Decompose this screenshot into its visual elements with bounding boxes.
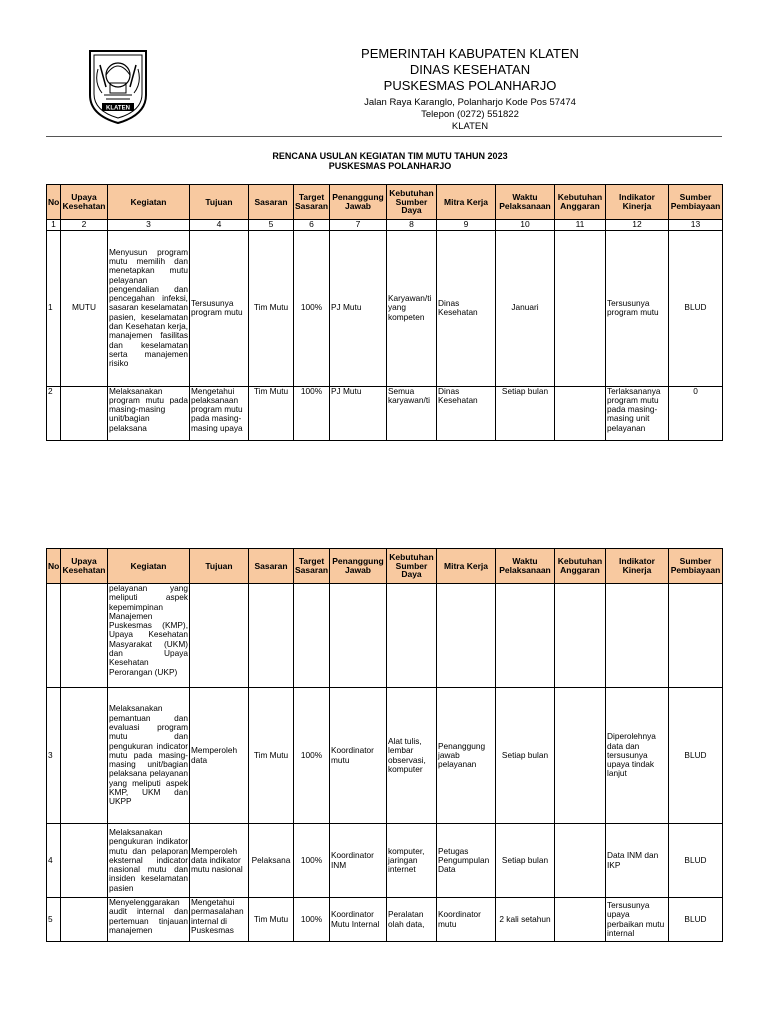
table-header-row — [47, 549, 723, 584]
document-title: RENCANA USULAN KEGIATAN TIM MUTU TAHUN 2023 — [272, 151, 508, 161]
column-number-cell: 4 — [190, 220, 249, 231]
header-cell: Sumber Pembiayaan — [669, 549, 723, 584]
sumber-daya-cell: Peralatan olah data, — [387, 898, 437, 942]
tujuan-cell: Memperoleh data — [190, 688, 249, 824]
kegiatan-cell: Melaksanakan program mutu pada masing-masing unit/bagian pelaksana — [108, 386, 190, 440]
header-cell: Kebutuhan Sumber Daya — [387, 185, 437, 220]
penanggung-jawab-cell: PJ Mutu — [330, 386, 387, 440]
penanggung-jawab-cell: Koordinator Mutu Internal — [330, 898, 387, 942]
header-cell: Kegiatan — [108, 185, 190, 220]
column-number-cell: 3 — [108, 220, 190, 231]
letterhead-city: KLATEN — [451, 121, 489, 132]
waktu-cell: Setiap bulan — [496, 688, 555, 824]
row-number: 3 — [47, 688, 61, 824]
tujuan-cell: Memperoleh data indikator mutu nasional — [190, 824, 249, 898]
upaya-cell — [61, 688, 108, 824]
table-row — [47, 386, 723, 440]
target-cell: 100% — [294, 898, 330, 942]
header-cell: Kebutuhan Anggaran — [555, 549, 606, 584]
column-number-cell: 6 — [294, 220, 330, 231]
header-cell: No — [47, 185, 61, 220]
header-cell: Tujuan — [190, 185, 249, 220]
letterhead-address: Jalan Raya Karanglo, Polanharjo Kode Pos 57474 — [364, 97, 576, 108]
activity-plan-table-page-2 — [46, 548, 723, 942]
upaya-cell — [61, 898, 108, 942]
row-number: 1 — [47, 230, 61, 386]
kegiatan-cell: Melaksanakan pemantuan dan evaluasi program mutu dan pengukuran indicator mutu pada masing-masing unit/bagian pelaksana pelayanan yang meliputi aspek KMP, UKM dan UKPP — [108, 688, 190, 824]
row-number: 5 — [47, 898, 61, 942]
header-cell: Mitra Kerja — [437, 185, 496, 220]
sasaran-cell: Pelaksana — [249, 824, 294, 898]
header-cell: Mitra Kerja — [437, 549, 496, 584]
penanggung-jawab-cell — [330, 584, 387, 688]
mitra-kerja-cell: Penanggung jawab pelayanan — [437, 688, 496, 824]
header-cell: Kebutuhan Sumber Daya — [387, 549, 437, 584]
target-cell: 100% — [294, 688, 330, 824]
table-row — [47, 688, 723, 824]
target-cell — [294, 584, 330, 688]
tujuan-cell: Tersusunya program mutu — [190, 230, 249, 386]
table-row — [47, 584, 723, 688]
table-row — [47, 824, 723, 898]
header-cell: Penanggung Jawab — [330, 185, 387, 220]
header-cell: Target Sasaran — [294, 185, 330, 220]
header-cell: Penanggung Jawab — [330, 549, 387, 584]
waktu-cell: Januari — [496, 230, 555, 386]
anggaran-cell — [555, 230, 606, 386]
penanggung-jawab-cell: PJ Mutu — [330, 230, 387, 386]
waktu-cell — [496, 584, 555, 688]
target-cell: 100% — [294, 824, 330, 898]
column-number-cell: 1 — [47, 220, 61, 231]
anggaran-cell — [555, 688, 606, 824]
header-cell: Sasaran — [249, 185, 294, 220]
sumber-daya-cell: Semua karyawan/ti — [387, 386, 437, 440]
letterhead-divider — [46, 136, 722, 137]
mitra-kerja-cell: Petugas Pengumpulan Data — [437, 824, 496, 898]
sasaran-cell: Tim Mutu — [249, 386, 294, 440]
penanggung-jawab-cell: Koordinator mutu — [330, 688, 387, 824]
column-number-cell: 9 — [437, 220, 496, 231]
header-cell: Waktu Pelaksanaan — [496, 185, 555, 220]
header-cell: Sumber Pembiayaan — [669, 185, 723, 220]
column-number-cell: 7 — [330, 220, 387, 231]
sasaran-cell: Tim Mutu — [249, 898, 294, 942]
upaya-cell — [61, 386, 108, 440]
sasaran-cell: Tim Mutu — [249, 230, 294, 386]
anggaran-cell — [555, 386, 606, 440]
tujuan-cell: Mengetahui pelaksanaan program mutu pada masing-masing upaya — [190, 386, 249, 440]
indikator-cell: Terlaksananya program mutu pada masing-masing unit pelayanan — [606, 386, 669, 440]
header-cell: Kegiatan — [108, 549, 190, 584]
sumber-daya-cell: komputer, jaringan internet — [387, 824, 437, 898]
row-number — [47, 584, 61, 688]
header-cell: Target Sasaran — [294, 549, 330, 584]
penanggung-jawab-cell: Koordinator INM — [330, 824, 387, 898]
header-cell: Upaya Kesehatan — [61, 549, 108, 584]
header-cell: Waktu Pelaksanaan — [496, 549, 555, 584]
table-row — [47, 230, 723, 386]
column-number-cell: 5 — [249, 220, 294, 231]
column-number-cell: 11 — [555, 220, 606, 231]
tujuan-cell — [190, 584, 249, 688]
column-number-cell: 12 — [606, 220, 669, 231]
sumber-pembiayaan-cell: BLUD — [669, 824, 723, 898]
sumber-pembiayaan-cell — [669, 584, 723, 688]
target-cell: 100% — [294, 230, 330, 386]
target-cell: 100% — [294, 386, 330, 440]
waktu-cell: Setiap bulan — [496, 824, 555, 898]
anggaran-cell — [555, 584, 606, 688]
waktu-cell: Setiap bulan — [496, 386, 555, 440]
column-number-cell: 8 — [387, 220, 437, 231]
indikator-cell: Tersusunya program mutu — [606, 230, 669, 386]
sasaran-cell — [249, 584, 294, 688]
waktu-cell: 2 kali setahun — [496, 898, 555, 942]
column-number-cell: 2 — [61, 220, 108, 231]
letterhead-line-1: PEMERINTAH KABUPATEN KLATEN — [361, 46, 579, 61]
kegiatan-cell: pelayanan yang meliputi aspek kepemimpinan Manajemen Puskesmas (KMP), Upaya Kesehatan Masyarakat (UKM) dan Upaya Kesehatan Perorangan (UKP) — [108, 584, 190, 688]
sasaran-cell: Tim Mutu — [249, 688, 294, 824]
letterhead-line-2: DINAS KESEHATAN — [409, 62, 531, 77]
logo-text: KLATEN — [106, 105, 130, 112]
upaya-cell: MUTU — [61, 230, 108, 386]
mitra-kerja-cell: Koordinator mutu — [437, 898, 496, 942]
klaten-regency-logo-icon — [84, 45, 152, 125]
indikator-cell — [606, 584, 669, 688]
letterhead-line-3: PUSKESMAS POLANHARJO — [383, 78, 557, 93]
upaya-cell — [61, 584, 108, 688]
header-cell: Indikator Kinerja — [606, 549, 669, 584]
mitra-kerja-cell — [437, 584, 496, 688]
letterhead-phone: Telepon (0272) 551822 — [421, 109, 519, 120]
sumber-pembiayaan-cell: BLUD — [669, 688, 723, 824]
row-number: 2 — [47, 386, 61, 440]
header-cell: No — [47, 549, 61, 584]
anggaran-cell — [555, 898, 606, 942]
sumber-daya-cell — [387, 584, 437, 688]
sumber-pembiayaan-cell: 0 — [669, 386, 723, 440]
anggaran-cell — [555, 824, 606, 898]
sumber-daya-cell: Karyawan/ti yang kompeten — [387, 230, 437, 386]
header-cell: Sasaran — [249, 549, 294, 584]
row-number: 4 — [47, 824, 61, 898]
indikator-cell: Tersusunya upaya perbaikan mutu internal — [606, 898, 669, 942]
activity-plan-table-page-1 — [46, 184, 723, 441]
document-subtitle: PUSKESMAS POLANHARJO — [328, 161, 452, 171]
table-header-row — [47, 185, 723, 220]
sumber-pembiayaan-cell: BLUD — [669, 230, 723, 386]
mitra-kerja-cell: Dinas Kesehatan — [437, 386, 496, 440]
column-number-cell: 10 — [496, 220, 555, 231]
kegiatan-cell: Menyusun program mutu memilih dan menetapkan mutu pelayanan pengendalian dan pencegahan infeksi, sasaran keselamatan pasien, keselamatan dan Kesehatan kerja, manajemen fasilitas dan keselamatan serta manajemen risiko — [108, 230, 190, 386]
column-number-cell: 13 — [669, 220, 723, 231]
indikator-cell: Data INM dan IKP — [606, 824, 669, 898]
column-number-row — [47, 220, 723, 231]
header-cell: Upaya Kesehatan — [61, 185, 108, 220]
upaya-cell — [61, 824, 108, 898]
header-cell: Kebutuhan Anggaran — [555, 185, 606, 220]
kegiatan-cell: Menyelenggarakan audit internal dan pertemuan tinjauan manajemen — [108, 898, 190, 942]
table-row — [47, 898, 723, 942]
sumber-daya-cell: Alat tulis, lembar observasi, komputer — [387, 688, 437, 824]
tujuan-cell: Mengetahui permasalahan internal di Puskesmas — [190, 898, 249, 942]
mitra-kerja-cell: Dinas Kesehatan — [437, 230, 496, 386]
sumber-pembiayaan-cell: BLUD — [669, 898, 723, 942]
header-cell: Tujuan — [190, 549, 249, 584]
letterhead — [0, 0, 768, 140]
header-cell: Indikator Kinerja — [606, 185, 669, 220]
kegiatan-cell: Melaksanakan pengukuran indikator mutu dan pelaporan eksternal indicator nasional mutu dan insiden keselamatan pasien — [108, 824, 190, 898]
indikator-cell: Diperolehnya data dan tersusunya upaya tindak lanjut — [606, 688, 669, 824]
